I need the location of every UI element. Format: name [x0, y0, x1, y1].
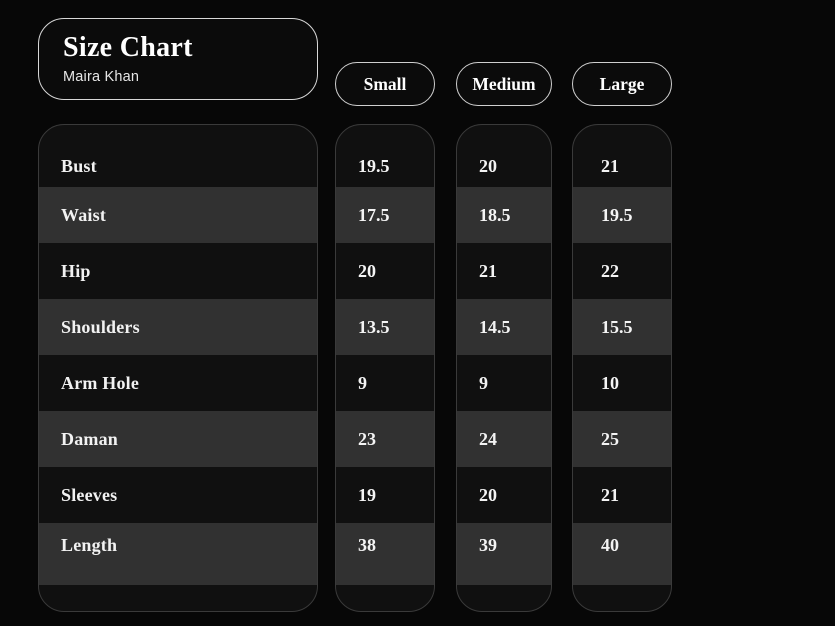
table-row: Length: [39, 523, 317, 585]
table-cell: 21: [479, 260, 497, 281]
table-cell: 19: [358, 484, 376, 505]
table-cell: 19.5: [573, 187, 671, 243]
table-row: Shoulders: [39, 299, 317, 355]
size-header-large: Large: [572, 62, 672, 106]
title-card: [38, 18, 318, 100]
measurement-label-column: [38, 124, 318, 612]
table-cell: 13.5: [336, 299, 434, 355]
table-cell: 20: [479, 484, 497, 505]
table-row: Hip: [61, 260, 91, 281]
table-cell: 19.5: [358, 156, 390, 176]
size-header-medium: Medium: [456, 62, 552, 106]
table-cell: 20: [358, 260, 376, 281]
table-cell: 22: [601, 260, 619, 281]
table-row: Arm Hole: [61, 372, 140, 393]
table-cell: 9: [479, 372, 488, 393]
designer-name: Maira Khan: [63, 68, 140, 85]
table-cell: 10: [601, 372, 619, 393]
table-row: Daman: [39, 411, 317, 467]
table-cell: 40: [573, 523, 671, 585]
size-header-small: Small: [335, 62, 435, 106]
table-cell: 23: [336, 411, 434, 467]
table-cell: 14.5: [457, 299, 551, 355]
table-row: Waist: [39, 187, 317, 243]
table-cell: 38: [336, 523, 434, 585]
medium-values-column: [456, 124, 552, 612]
table-cell: 21: [601, 484, 619, 505]
page-title: Size Chart: [63, 32, 193, 63]
table-row: Sleeves: [61, 484, 118, 505]
table-cell: 20: [479, 156, 497, 176]
large-values-column: [572, 124, 672, 612]
table-cell: 18.5: [457, 187, 551, 243]
table-cell: 24: [457, 411, 551, 467]
table-row: Bust: [61, 156, 97, 176]
table-cell: 15.5: [573, 299, 671, 355]
table-cell: 9: [358, 372, 367, 393]
table-cell: 21: [601, 156, 619, 176]
table-cell: 39: [457, 523, 551, 585]
table-cell: 25: [573, 411, 671, 467]
small-values-column: [335, 124, 435, 612]
table-cell: 17.5: [336, 187, 434, 243]
